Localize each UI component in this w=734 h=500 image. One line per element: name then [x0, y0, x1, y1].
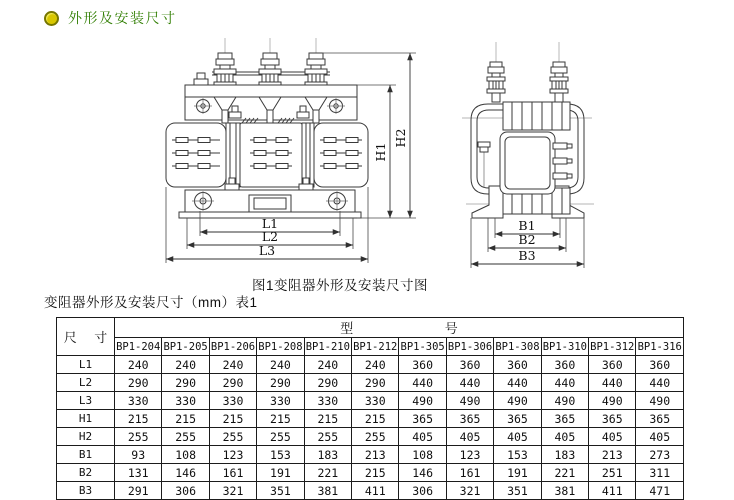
table-header-row: [57, 318, 684, 338]
value-cell: 255: [304, 428, 351, 446]
value-cell: 330: [352, 392, 399, 410]
value-cell: 93: [115, 446, 162, 464]
value-cell: 215: [115, 410, 162, 428]
section-title: 外形及安装尺寸: [68, 10, 177, 26]
value-cell: 440: [399, 374, 446, 392]
value-cell: 440: [494, 374, 541, 392]
value-cell: 273: [636, 446, 684, 464]
model-header-cell: BP1-305: [399, 338, 446, 356]
model-header-cell: BP1-312: [589, 338, 636, 356]
bullet-icon: [44, 11, 59, 26]
value-cell: 365: [494, 410, 541, 428]
value-cell: 330: [115, 392, 162, 410]
value-cell: 240: [115, 356, 162, 374]
table-title: 变阻器外形及安装尺寸（mm）表1: [44, 295, 258, 310]
table-row: [57, 482, 684, 500]
value-cell: 123: [446, 446, 493, 464]
value-cell: 215: [352, 410, 399, 428]
model-header-cell: BP1-204: [115, 338, 162, 356]
value-cell: 290: [304, 374, 351, 392]
value-cell: 153: [494, 446, 541, 464]
value-cell: 411: [589, 482, 636, 500]
model-header-cell: BP1-306: [446, 338, 493, 356]
value-cell: 490: [399, 392, 446, 410]
value-cell: 321: [446, 482, 493, 500]
value-cell: 255: [352, 428, 399, 446]
dim-label-l2: L2: [261, 229, 279, 244]
dimension-lines-side: [471, 218, 584, 268]
value-cell: 330: [162, 392, 209, 410]
value-cell: 405: [446, 428, 493, 446]
value-cell: 351: [494, 482, 541, 500]
value-cell: 411: [352, 482, 399, 500]
value-cell: 490: [541, 392, 588, 410]
value-cell: 255: [115, 428, 162, 446]
value-cell: 290: [162, 374, 209, 392]
value-cell: 191: [257, 464, 304, 482]
row-label: L3: [57, 392, 115, 410]
table-row: [57, 392, 684, 410]
dimension-table-body: [57, 356, 684, 500]
value-cell: 213: [352, 446, 399, 464]
value-cell: 306: [399, 482, 446, 500]
value-cell: 291: [115, 482, 162, 500]
row-label: L1: [57, 356, 115, 374]
value-cell: 321: [209, 482, 256, 500]
model-header-cell: BP1-206: [209, 338, 256, 356]
row-label: B1: [57, 446, 115, 464]
row-label: H2: [57, 428, 115, 446]
value-cell: 191: [494, 464, 541, 482]
terminal-bolt: [305, 53, 327, 86]
value-cell: 360: [636, 356, 684, 374]
terminal-bolt: [214, 53, 236, 86]
table-row: [57, 374, 684, 392]
side-view-drawing: [462, 42, 594, 268]
value-cell: 405: [399, 428, 446, 446]
value-cell: 381: [541, 482, 588, 500]
dimension-table: [56, 317, 684, 500]
value-cell: 330: [304, 392, 351, 410]
value-cell: 405: [589, 428, 636, 446]
value-cell: 490: [494, 392, 541, 410]
model-header-cell: BP1-210: [304, 338, 351, 356]
value-cell: 215: [257, 410, 304, 428]
value-cell: 255: [162, 428, 209, 446]
terminal-bolt: [487, 62, 505, 102]
value-cell: 440: [446, 374, 493, 392]
model-header-cell: BP1-205: [162, 338, 209, 356]
value-cell: 440: [541, 374, 588, 392]
value-cell: 471: [636, 482, 684, 500]
value-cell: 360: [399, 356, 446, 374]
value-cell: 365: [636, 410, 684, 428]
table-row: [57, 428, 684, 446]
model-header-row: [57, 338, 684, 356]
table-row: [57, 464, 684, 482]
value-cell: 131: [115, 464, 162, 482]
value-cell: 290: [257, 374, 304, 392]
value-cell: 240: [352, 356, 399, 374]
value-cell: 123: [209, 446, 256, 464]
value-cell: 360: [446, 356, 493, 374]
dim-label-h2: H2: [393, 128, 408, 148]
figure-caption: 图1变阻器外形及安装尺寸图: [251, 278, 428, 293]
value-cell: 183: [541, 446, 588, 464]
value-cell: 215: [352, 464, 399, 482]
row-label: H1: [57, 410, 115, 428]
value-cell: 405: [494, 428, 541, 446]
value-cell: 251: [589, 464, 636, 482]
row-label: B3: [57, 482, 115, 500]
value-cell: 215: [209, 410, 256, 428]
value-cell: 311: [636, 464, 684, 482]
value-cell: 221: [541, 464, 588, 482]
dim-label-l1: L1: [261, 216, 279, 231]
value-cell: 240: [304, 356, 351, 374]
value-cell: 365: [541, 410, 588, 428]
value-cell: 330: [209, 392, 256, 410]
model-header-cell: BP1-212: [352, 338, 399, 356]
value-cell: 240: [257, 356, 304, 374]
value-cell: 405: [636, 428, 684, 446]
value-cell: 405: [541, 428, 588, 446]
value-cell: 240: [162, 356, 209, 374]
value-cell: 146: [399, 464, 446, 482]
value-cell: 240: [209, 356, 256, 374]
value-cell: 360: [494, 356, 541, 374]
model-header-cell: BP1-308: [494, 338, 541, 356]
value-cell: 108: [162, 446, 209, 464]
front-view-drawing: [166, 38, 416, 263]
value-cell: 290: [352, 374, 399, 392]
row-label: B2: [57, 464, 115, 482]
dim-label-b2: B2: [518, 232, 536, 247]
value-cell: 351: [257, 482, 304, 500]
value-cell: 440: [589, 374, 636, 392]
value-cell: 290: [115, 374, 162, 392]
value-cell: 255: [209, 428, 256, 446]
value-cell: 381: [304, 482, 351, 500]
value-cell: 440: [636, 374, 684, 392]
section-header: [44, 8, 177, 28]
dim-label-l3: L3: [258, 243, 276, 258]
dim-column-header: 尺 寸: [57, 318, 115, 356]
value-cell: 221: [304, 464, 351, 482]
table-row: [57, 446, 684, 464]
value-cell: 213: [589, 446, 636, 464]
table-row: [57, 356, 684, 374]
value-cell: 153: [257, 446, 304, 464]
value-cell: 365: [589, 410, 636, 428]
value-cell: 365: [399, 410, 446, 428]
value-cell: 161: [446, 464, 493, 482]
model-header-cell: BP1-310: [541, 338, 588, 356]
value-cell: 330: [257, 392, 304, 410]
dim-label-b1: B1: [518, 218, 536, 233]
value-cell: 490: [589, 392, 636, 410]
table-row: [57, 410, 684, 428]
value-cell: 108: [399, 446, 446, 464]
model-header-cell: BP1-208: [257, 338, 304, 356]
value-cell: 161: [209, 464, 256, 482]
value-cell: 183: [304, 446, 351, 464]
terminal-bolt: [550, 62, 568, 102]
value-cell: 146: [162, 464, 209, 482]
value-cell: 490: [446, 392, 493, 410]
model-header-cell: BP1-316: [636, 338, 684, 356]
value-cell: 360: [589, 356, 636, 374]
value-cell: 255: [257, 428, 304, 446]
row-label: L2: [57, 374, 115, 392]
dimension-drawing: [0, 28, 734, 278]
value-cell: 365: [446, 410, 493, 428]
value-cell: 490: [636, 392, 684, 410]
value-cell: 215: [304, 410, 351, 428]
model-group-header: 型 号: [115, 318, 684, 338]
value-cell: 215: [162, 410, 209, 428]
dim-label-b3: B3: [518, 248, 536, 263]
value-cell: 306: [162, 482, 209, 500]
dim-label-h1: H1: [373, 142, 388, 162]
terminal-bolt: [259, 53, 281, 86]
value-cell: 360: [541, 356, 588, 374]
value-cell: 290: [209, 374, 256, 392]
